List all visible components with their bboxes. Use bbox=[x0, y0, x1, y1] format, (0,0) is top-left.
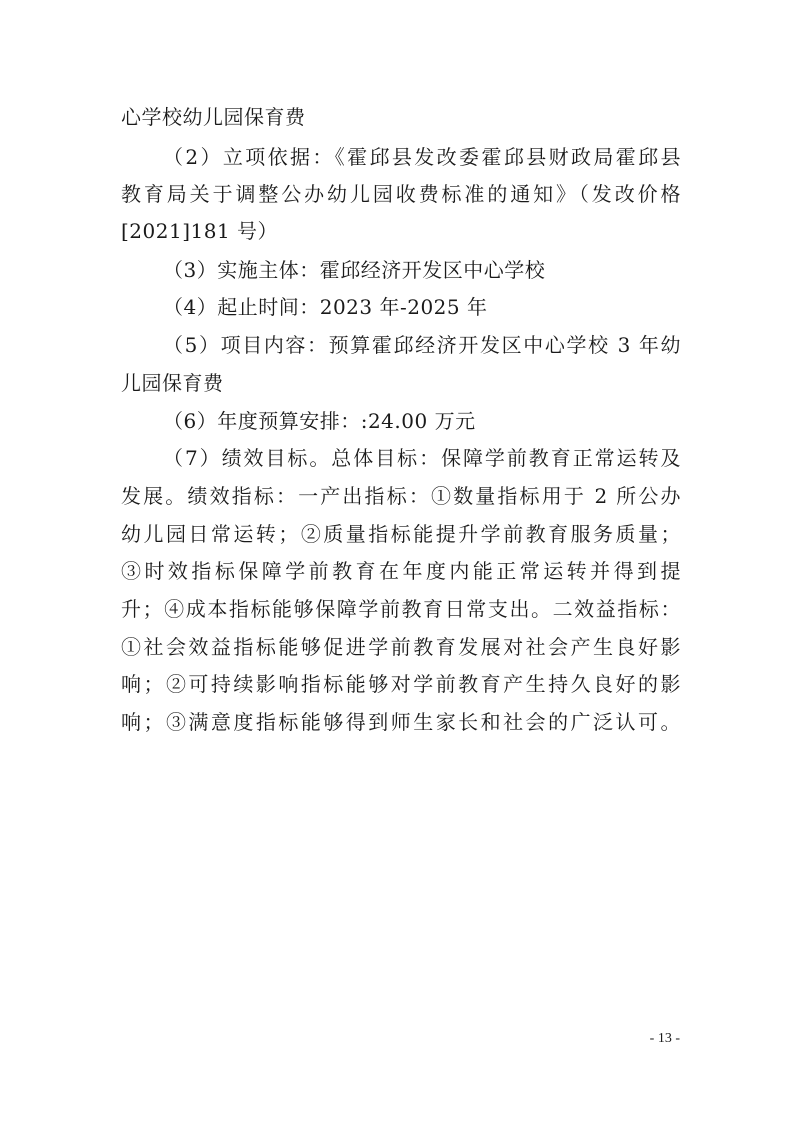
text-line-16: 响；②可持续影响指标能够对学前教育产生持久良好的影 bbox=[121, 672, 681, 696]
text-line-17: 响；③满意度指标能够得到师生家长和社会的广泛认可。 bbox=[121, 710, 681, 734]
text-line-15: ①社会效益指标能够促进学前教育发展对社会产生良好影 bbox=[121, 635, 681, 659]
text-line-14: 升；④成本指标能够保障学前教育日常支出。二效益指标： bbox=[121, 597, 681, 621]
text-line-9: （6）年度预算安排：:24.00 万元 bbox=[163, 409, 476, 433]
text-line-8: 儿园保育费 bbox=[121, 371, 224, 395]
text-line-3: 教育局关于调整公办幼儿园收费标准的通知》（发改价格 bbox=[121, 182, 681, 206]
text-line-1: 心学校幼儿园保育费 bbox=[121, 105, 306, 129]
text-line-2: （2）立项依据：《霍邱县发改委霍邱县财政局霍邱县 bbox=[163, 145, 681, 169]
text-line-6: （4）起止时间：2023 年-2025 年 bbox=[163, 295, 488, 319]
text-line-7: （5）项目内容：预算霍邱经济开发区中心学校 3 年幼 bbox=[163, 333, 681, 357]
text-line-11: 发展。绩效指标：一产出指标：①数量指标用于 2 所公办 bbox=[121, 484, 681, 508]
text-line-13: ③时效指标保障学前教育在年度内能正常运转并得到提 bbox=[121, 559, 681, 583]
page-number: - 13 - bbox=[649, 1031, 680, 1046]
text-line-10: （7）绩效目标。总体目标：保障学前教育正常运转及 bbox=[163, 446, 681, 470]
text-line-4: [2021]181 号） bbox=[121, 219, 279, 243]
text-line-12: 幼儿园日常运转；②质量指标能提升学前教育服务质量； bbox=[121, 522, 681, 546]
text-line-5: （3）实施主体：霍邱经济开发区中心学校 bbox=[163, 258, 546, 282]
